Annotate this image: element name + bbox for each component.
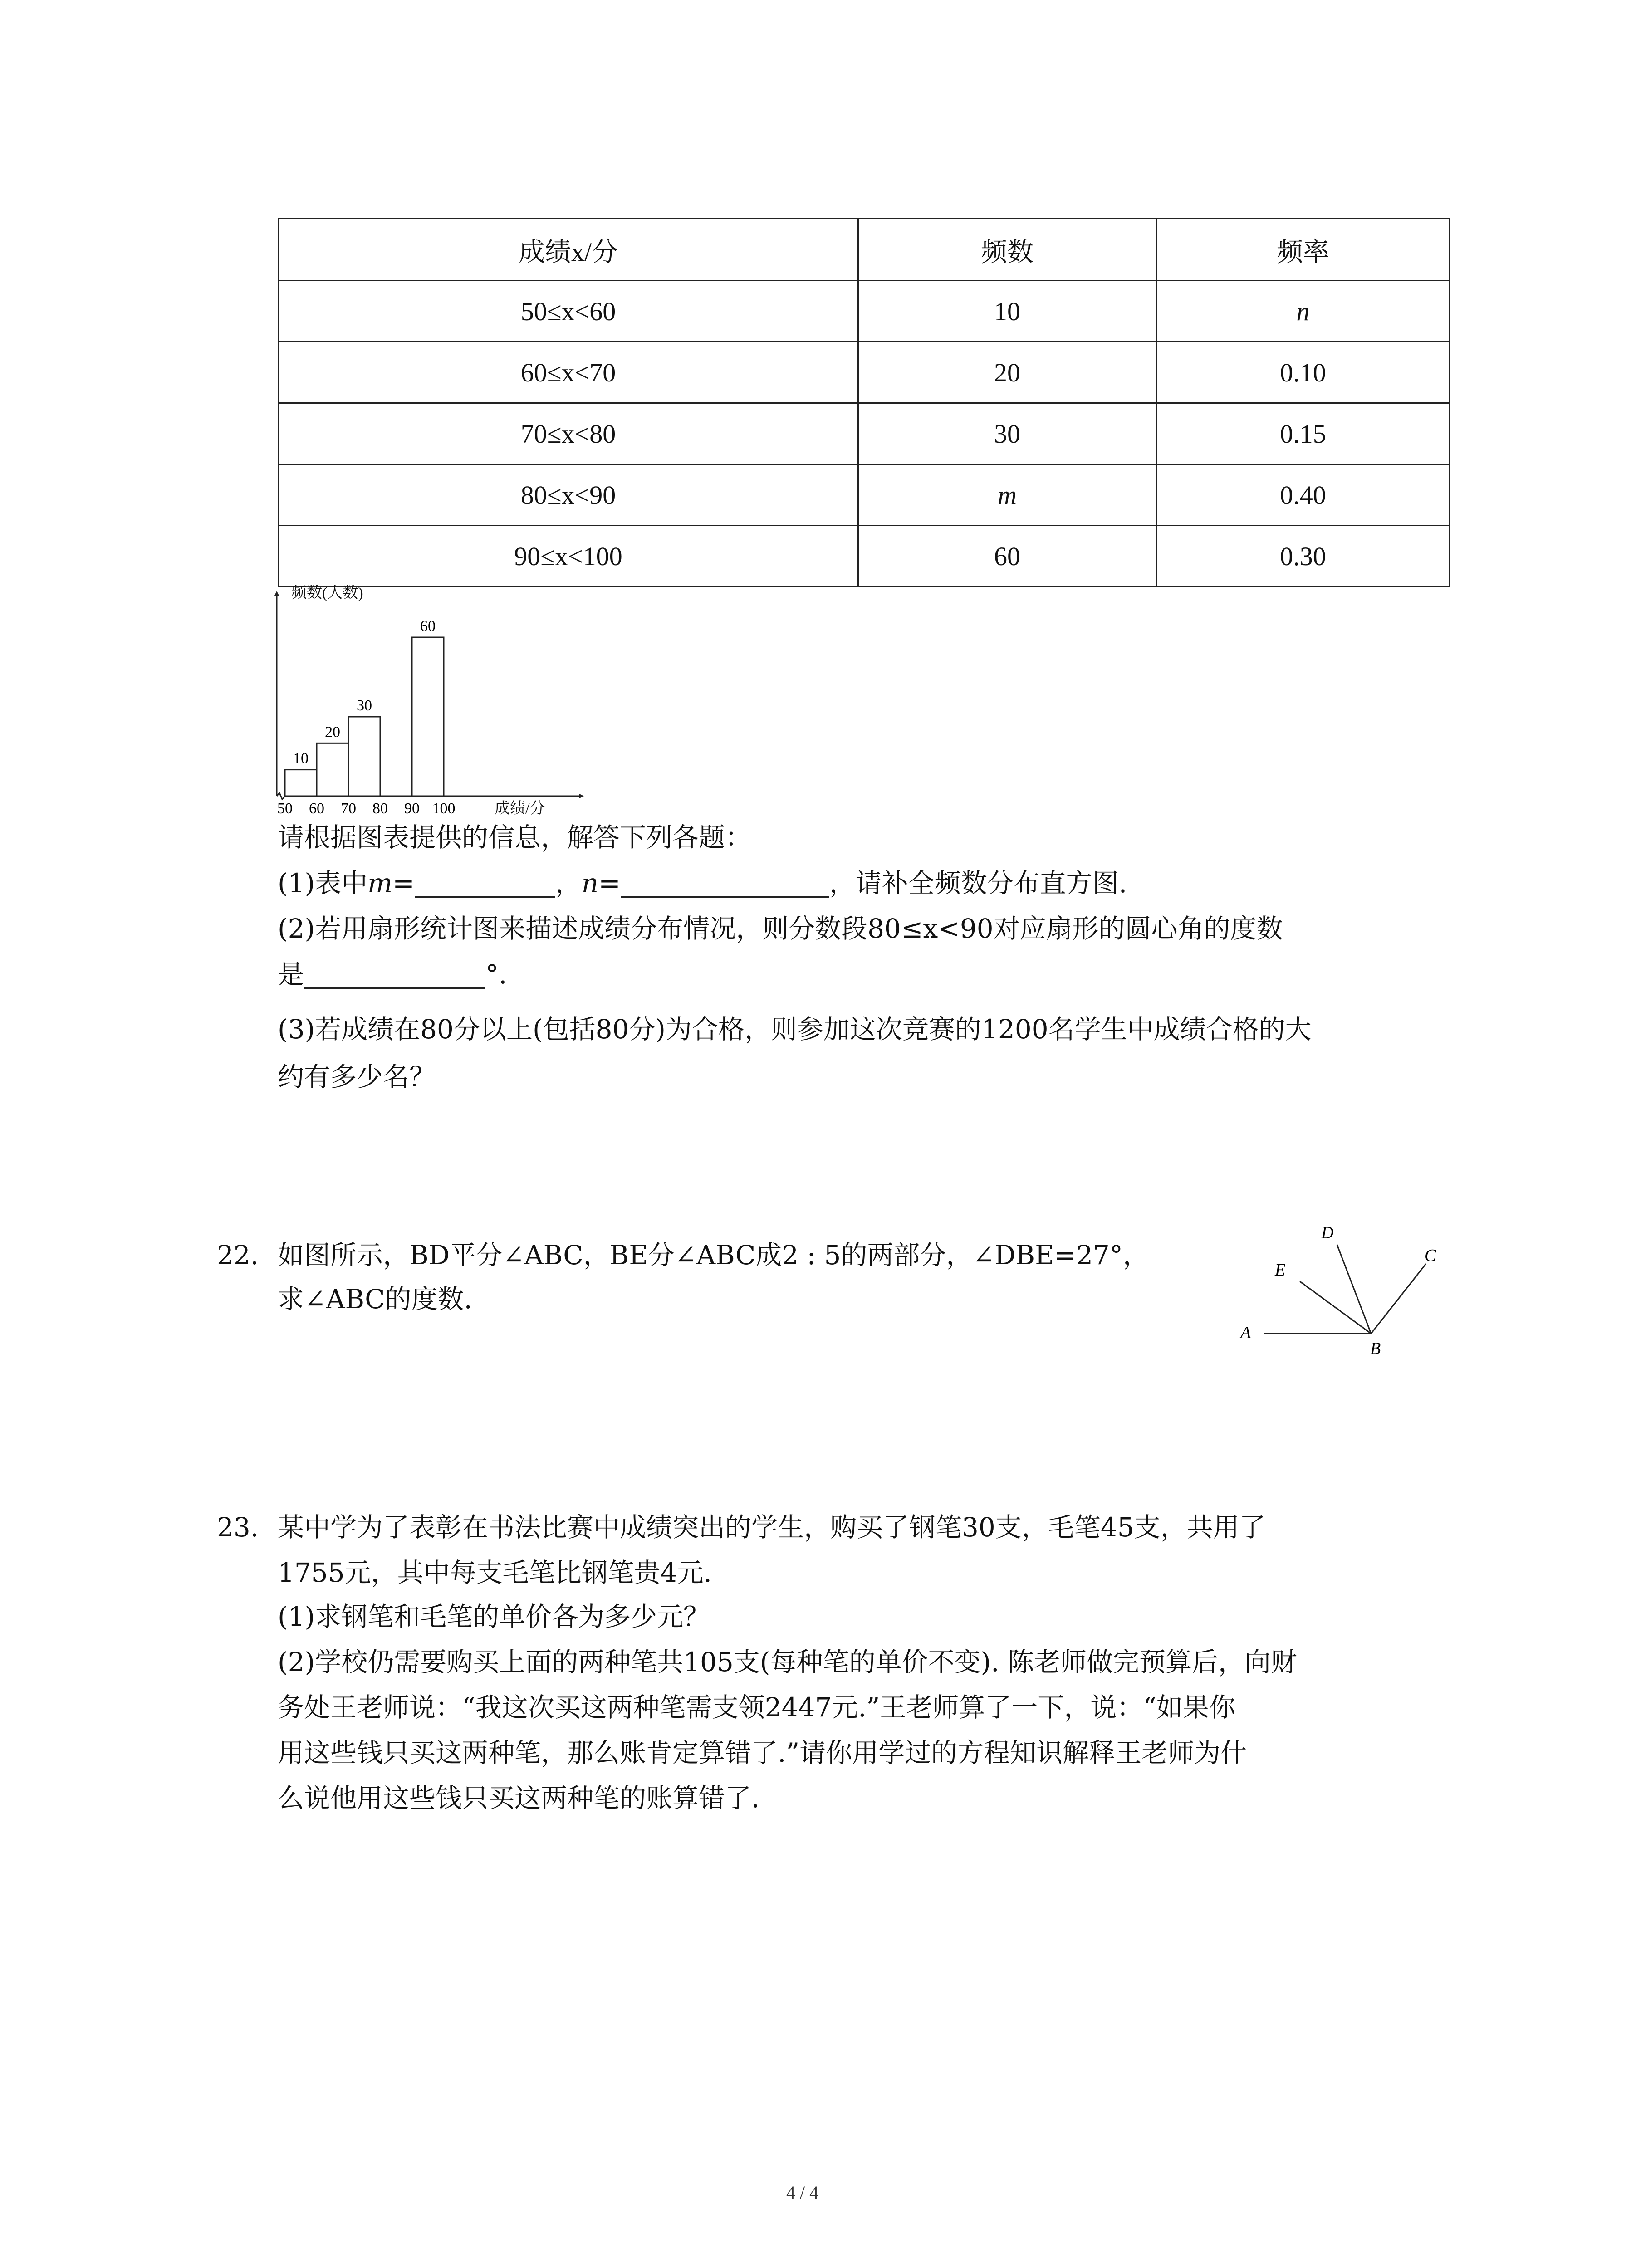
q23-line7: 么说他用这些钱只买这两种笔的账算错了. (278, 1783, 760, 1813)
q21-part2-line1: (2)若用扇形统计图来描述成绩分布情况，则分数段80≤x<90对应扇形的圆心角的度数 (278, 913, 1283, 944)
x-tick-label: 70 (341, 800, 356, 817)
table-header-cell: 频数 (858, 219, 1156, 281)
point-label-C: C (1425, 1246, 1436, 1265)
table-cell-rate: 0.40 (1156, 464, 1450, 526)
table-cell-rate: 0.10 (1156, 342, 1450, 403)
table-cell-freq (858, 464, 1156, 526)
q21-part3-line2: 约有多少名？ (278, 1061, 436, 1092)
table-cell-range: 50≤x<60 (279, 281, 858, 342)
q21-part2-suffix: °. (485, 959, 507, 990)
table-row (279, 526, 1450, 587)
x-tick-label: 100 (432, 800, 456, 817)
table-row (279, 342, 1450, 403)
table-row (279, 464, 1450, 526)
bar-value-label: 20 (325, 723, 340, 741)
histogram-bar (317, 743, 348, 796)
point-label-D: D (1321, 1223, 1334, 1242)
variable-n: n (1296, 296, 1310, 326)
x-axis-label: 成绩/分 (495, 800, 545, 817)
point-label-E: E (1275, 1261, 1286, 1280)
answer-blank-m[interactable] (415, 870, 555, 898)
bar-value-label: 30 (357, 697, 372, 714)
table-cell-freq: 10 (858, 281, 1156, 342)
frequency-histogram (263, 581, 608, 826)
q22-line1: 如图所示，BD平分∠ABC，BE分∠ABC成2 : 5的两部分，∠DBE=27°， (278, 1240, 1149, 1271)
histogram-bar (348, 717, 380, 796)
angle-figure (1225, 1216, 1461, 1361)
q21-part1-prefix: (1)表中 (278, 868, 368, 899)
x-axis-break (277, 793, 285, 799)
variable-m: m (998, 480, 1017, 510)
point-label-A: A (1240, 1323, 1251, 1342)
histogram-tick-labels (277, 800, 456, 817)
table-cell-rate: 0.30 (1156, 526, 1450, 587)
table-cell-rate (1156, 281, 1450, 342)
x-tick-label: 90 (404, 800, 420, 817)
y-axis-label: 频数(人数) (291, 585, 363, 601)
score-frequency-table (278, 218, 1450, 587)
q21-sep: ， (555, 868, 582, 899)
x-tick-label: 60 (309, 800, 324, 817)
q23-line3: (1)求钢笔和毛笔的单价各为多少元？ (278, 1601, 710, 1632)
table-cell-range: 80≤x<90 (279, 464, 858, 526)
q21-part3-line1: (3)若成绩在80分以上(包括80分)为合格，则参加这次竞赛的1200名学生中成绩合格的大 (278, 1014, 1312, 1045)
table-row (279, 281, 1450, 342)
answer-blank-angle[interactable] (304, 961, 485, 989)
q21-intro: 请根据图表提供的信息，解答下列各题： (278, 822, 752, 853)
histogram-bar (412, 637, 444, 796)
table-cell-rate: 0.15 (1156, 403, 1450, 464)
q21-n-label: n= (581, 868, 621, 899)
table-row (279, 403, 1450, 464)
page-number: 4 / 4 (786, 2182, 819, 2203)
q21-m-label: m= (367, 868, 415, 899)
q21-part1 (278, 870, 1127, 898)
ray-BC (1371, 1264, 1426, 1334)
table-cell-freq: 30 (858, 403, 1156, 464)
ray-BD (1337, 1245, 1371, 1334)
table-cell-range: 70≤x<80 (279, 403, 858, 464)
table-header-row (279, 219, 1450, 281)
q23-line4: (2)学校仍需要购买上面的两种笔共105支(每种笔的单价不变). 陈老师做完预算后，向财 (278, 1647, 1297, 1677)
q23-line6: 用这些钱只买这两种笔，那么账肯定算错了.”请你用学过的方程知识解释王老师为什 (278, 1737, 1247, 1768)
q23-line2: 1755元，其中每支毛笔比钢笔贵4元. (278, 1557, 712, 1588)
answer-blank-n[interactable] (621, 870, 829, 898)
table-cell-freq: 60 (858, 526, 1156, 587)
q21-part2-line2 (278, 961, 507, 989)
histogram-bars (285, 618, 444, 796)
q21-part2-prefix: 是 (278, 959, 304, 990)
table-cell-freq: 20 (858, 342, 1156, 403)
x-tick-label: 50 (277, 800, 293, 817)
table-cell-range: 60≤x<70 (279, 342, 858, 403)
q22-line2: 求∠ABC的度数. (278, 1284, 472, 1315)
table-cell-range: 90≤x<100 (279, 526, 858, 587)
point-label-B: B (1370, 1339, 1381, 1358)
x-tick-label: 80 (372, 800, 388, 817)
q23-line1: 某中学为了表彰在书法比赛中成绩突出的学生，购买了钢笔30支，毛笔45支，共用了 (278, 1512, 1266, 1543)
q21-part1-suffix: ，请补全频数分布直方图. (829, 868, 1127, 899)
bar-value-label: 10 (293, 750, 309, 767)
q23-line5: 务处王老师说：“我这次买这两种笔需支领2447元.”王老师算了一下，说：“如果你 (278, 1692, 1235, 1723)
bar-value-label: 60 (420, 618, 436, 635)
q23-number: 23. (217, 1512, 259, 1543)
q22-number: 22. (217, 1240, 259, 1271)
histogram-bar (285, 770, 317, 796)
table-header-cell: 成绩x/分 (279, 219, 858, 281)
table-header-cell: 频率 (1156, 219, 1450, 281)
